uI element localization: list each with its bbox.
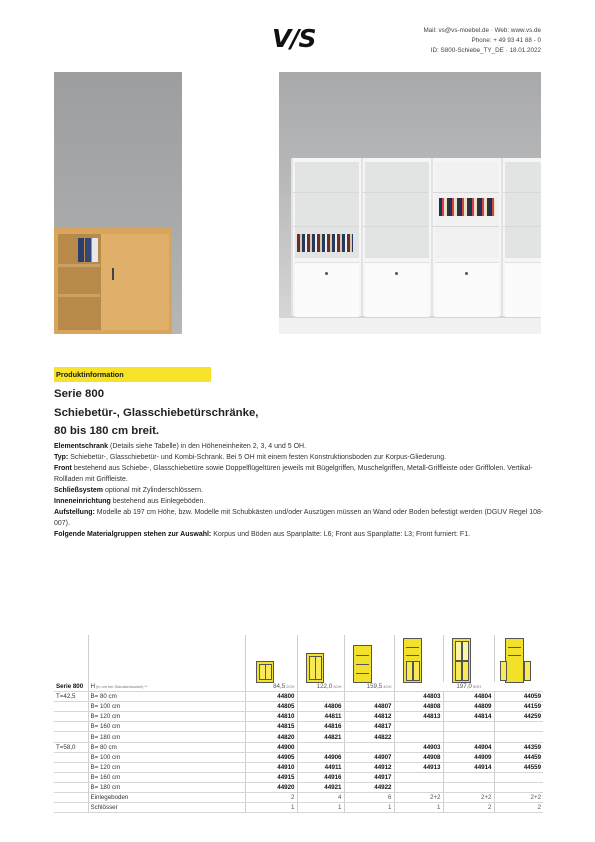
door-handle — [112, 268, 114, 280]
shelf-column — [361, 158, 429, 316]
depth-label — [54, 762, 88, 772]
footer-value: 1 — [394, 803, 443, 813]
cabinet-2oh-icon — [256, 661, 274, 683]
footer-value: 2 — [245, 793, 297, 803]
article-number: 44911 — [297, 762, 344, 772]
footer-value: 2 — [443, 803, 494, 813]
depth-label: T=58,0 — [54, 742, 88, 752]
wooden-cabinet-illustration — [54, 228, 172, 334]
article-number: 44800 — [245, 692, 297, 702]
empty-cell — [54, 793, 88, 803]
table-header-row — [54, 682, 543, 692]
depth-label — [54, 752, 88, 762]
table-row — [54, 702, 543, 712]
width-label: B= 180 cm — [88, 782, 245, 792]
shelf-line — [433, 192, 499, 193]
table-grid-line — [88, 635, 89, 682]
paragraph-typ: Typ: Schiebetür-, Glasschiebetür- und Kombi-Schrank. Bei 5 OH mit einem festen Konstruktionsboden zur Korpus-Gliederung. — [54, 454, 447, 461]
article-number: 44359 — [494, 742, 543, 752]
product-subtitle: 80 bis 180 cm breit. — [54, 425, 160, 437]
height-value: 197,0 5OH — [394, 682, 543, 692]
paragraph-aufstellung: Aufstellung: Modelle ab 197 cm Höhe, bzw. Modelle mit Schubkästen und/oder Auszügen müssen an Wand oder Boden befestigt werden (DGUV Regel 108-007). — [54, 509, 544, 527]
table-row — [54, 742, 543, 752]
article-number — [443, 732, 494, 742]
document-id: ID: S800-Schiebe_TY_DE · 18.01.2022 — [430, 47, 541, 54]
width-label: B= 100 cm — [88, 752, 245, 762]
article-number: 44808 — [394, 702, 443, 712]
sliding-door — [435, 262, 499, 317]
article-number: 44807 — [344, 702, 394, 712]
footer-value: 1 — [344, 803, 394, 813]
width-label: B= 80 cm — [88, 742, 245, 752]
article-number: 44908 — [394, 752, 443, 762]
cabinet-3oh-icon — [306, 653, 324, 683]
footer-value: 4 — [297, 793, 344, 803]
table-row — [54, 803, 543, 813]
floor — [279, 318, 541, 334]
depth-label — [54, 772, 88, 782]
article-number: 44059 — [494, 692, 543, 702]
door-knob — [325, 272, 328, 275]
article-number — [443, 772, 494, 782]
article-number: 44906 — [297, 752, 344, 762]
footer-label: Einlegeboden — [88, 793, 245, 803]
table-grid-line — [394, 635, 395, 682]
footer-value: 6 — [344, 793, 394, 803]
article-number — [494, 782, 543, 792]
article-number: 44912 — [344, 762, 394, 772]
article-number: 44815 — [245, 722, 297, 732]
article-number: 44813 — [394, 712, 443, 722]
width-label: B= 120 cm — [88, 712, 245, 722]
table-row — [54, 722, 543, 732]
product-title: Schiebetür-, Glasschiebetürschränke, — [54, 407, 259, 419]
shelf-line — [503, 192, 541, 193]
cabinet-shelf — [58, 264, 100, 267]
height-value: 159,5 4OH — [344, 682, 394, 692]
article-number — [344, 742, 394, 752]
height-value: 84,5 2OH — [245, 682, 297, 692]
article-number: 44914 — [443, 762, 494, 772]
width-label: B= 180 cm — [88, 732, 245, 742]
article-number: 44904 — [443, 742, 494, 752]
table-grid-line — [245, 635, 246, 682]
depth-label — [54, 732, 88, 742]
footer-value: 2 — [494, 803, 543, 813]
article-number: 44903 — [394, 742, 443, 752]
article-number: 44821 — [297, 732, 344, 742]
shelf-line — [433, 226, 499, 227]
article-number — [344, 692, 394, 702]
binder — [92, 238, 98, 262]
product-photo-left — [54, 72, 182, 334]
shelf-column — [501, 158, 541, 316]
footer-label: Schlösser — [88, 803, 245, 813]
contact-block — [423, 26, 541, 56]
height-value: 122,0 3OH — [297, 682, 344, 692]
cabinet-shelf — [58, 294, 100, 297]
table-grid-line — [443, 635, 444, 682]
footer-value: 1 — [297, 803, 344, 813]
paragraph-schliesssystem: Schließsystem optional mit Zylinderschlössern. — [54, 487, 204, 494]
article-number — [394, 722, 443, 732]
article-number: 44915 — [245, 772, 297, 782]
article-number — [394, 732, 443, 742]
paragraph-materialgruppen: Folgende Materialgruppen stehen zur Auswahl: Korpus und Böden aus Spanplatte: L6; Front aus Spanplatte: L3; Front furniert: F1. — [54, 531, 471, 538]
article-number — [443, 722, 494, 732]
article-number: 44820 — [245, 732, 297, 742]
article-number — [494, 732, 543, 742]
vs-logo: V/S — [272, 24, 316, 53]
article-number: 44817 — [344, 722, 394, 732]
width-label: B= 160 cm — [88, 772, 245, 782]
table-row — [54, 782, 543, 792]
table-row — [54, 732, 543, 742]
table-row — [54, 752, 543, 762]
depth-label — [54, 712, 88, 722]
glass-door — [365, 162, 429, 258]
cabinet-5oh-icon — [403, 638, 422, 683]
article-number: 44900 — [245, 742, 297, 752]
article-number: 44810 — [245, 712, 297, 722]
shelf-line — [363, 226, 429, 227]
books — [439, 198, 495, 216]
shelf-line — [503, 226, 541, 227]
article-number: 44812 — [344, 712, 394, 722]
books — [297, 234, 353, 252]
article-number: 44922 — [344, 782, 394, 792]
contact-mail-web: Mail: vs@vs-moebel.de · Web: www.vs.de — [423, 27, 541, 34]
article-number — [394, 782, 443, 792]
cabinet-4oh-icon — [353, 645, 372, 683]
paragraph-elementschrank: Elementschrank (Details siehe Tabelle) in den Höheneinheiten 2, 3, 4 und 5 OH. — [54, 443, 307, 450]
white-shelving-illustration — [291, 158, 541, 316]
article-number: 44259 — [494, 712, 543, 722]
footer-value: 1 — [245, 803, 297, 813]
shelf-column — [431, 158, 499, 316]
table-row — [54, 793, 543, 803]
binder — [85, 238, 91, 262]
article-number: 44814 — [443, 712, 494, 722]
article-number: 44805 — [245, 702, 297, 712]
article-number — [297, 742, 344, 752]
table-row — [54, 712, 543, 722]
article-number: 44559 — [494, 762, 543, 772]
empty-cell — [54, 803, 88, 813]
article-number: 44913 — [394, 762, 443, 772]
shelf-line — [363, 192, 429, 193]
depth-label — [54, 782, 88, 792]
depth-label — [54, 702, 88, 712]
article-number: 44910 — [245, 762, 297, 772]
article-number: 44917 — [344, 772, 394, 782]
cabinet-5oh-glass-icon — [452, 638, 471, 683]
series-label: Serie 800 — [54, 682, 88, 692]
article-number — [494, 722, 543, 732]
article-number: 44459 — [494, 752, 543, 762]
series-title: Serie 800 — [54, 388, 105, 400]
product-info-tag: Produktinformation — [54, 367, 211, 382]
article-number — [494, 772, 543, 782]
footer-value: 2+2 — [443, 793, 494, 803]
article-number: 44907 — [344, 752, 394, 762]
product-table — [54, 682, 543, 813]
height-label: H (in cm bei Standardsockel) ** — [88, 682, 245, 692]
article-number — [443, 782, 494, 792]
binder — [78, 238, 84, 262]
article-number: 44916 — [297, 772, 344, 782]
table-grid-line — [297, 635, 298, 682]
article-number: 44804 — [443, 692, 494, 702]
width-label: B= 160 cm — [88, 722, 245, 732]
glass-door — [505, 162, 541, 258]
article-number: 44920 — [245, 782, 297, 792]
article-number: 44159 — [494, 702, 543, 712]
door-knob — [395, 272, 398, 275]
article-number: 44806 — [297, 702, 344, 712]
table-grid-line — [344, 635, 345, 682]
footer-value: 2+2 — [394, 793, 443, 803]
shelf-column — [291, 158, 359, 316]
footer-value: 2+2 — [494, 793, 543, 803]
article-number — [297, 692, 344, 702]
article-number: 44822 — [344, 732, 394, 742]
article-number: 44803 — [394, 692, 443, 702]
table-row — [54, 692, 543, 702]
depth-label — [54, 722, 88, 732]
paragraph-front: Front bestehend aus Schiebe-, Glasschiebetüre sowie Doppelflügeltüren jeweils mit Bügelgriffen, Muschelgriffen, Metall-Griffleiste oder Grifflolen. Vertikal-Rollladen mit Griffleiste. — [54, 465, 533, 483]
sliding-door — [365, 262, 429, 317]
shelf-line — [293, 226, 359, 227]
article-number: 44811 — [297, 712, 344, 722]
table-row — [54, 762, 543, 772]
cabinet-sliding-door — [100, 234, 169, 330]
product-photo-right — [279, 72, 541, 334]
paragraph-inneneinrichtung: Inneneinrichtung bestehend aus Einlegeböden. — [54, 498, 206, 505]
shelf-line — [293, 192, 359, 193]
width-label: B= 80 cm — [88, 692, 245, 702]
table-row — [54, 772, 543, 782]
table-grid-line — [494, 635, 495, 682]
door-knob — [465, 272, 468, 275]
article-number: 44905 — [245, 752, 297, 762]
article-number: 44816 — [297, 722, 344, 732]
article-number: 44809 — [443, 702, 494, 712]
depth-label: T=42,5 — [54, 692, 88, 702]
width-label: B= 120 cm — [88, 762, 245, 772]
sliding-door — [505, 262, 541, 317]
article-number — [394, 772, 443, 782]
contact-phone: Phone: + 49 93 41 88 - 0 — [471, 37, 541, 44]
article-number: 44909 — [443, 752, 494, 762]
sliding-door — [295, 262, 359, 317]
article-number: 44921 — [297, 782, 344, 792]
width-label: B= 100 cm — [88, 702, 245, 712]
cabinet-5oh-open-door-icon — [505, 638, 524, 683]
